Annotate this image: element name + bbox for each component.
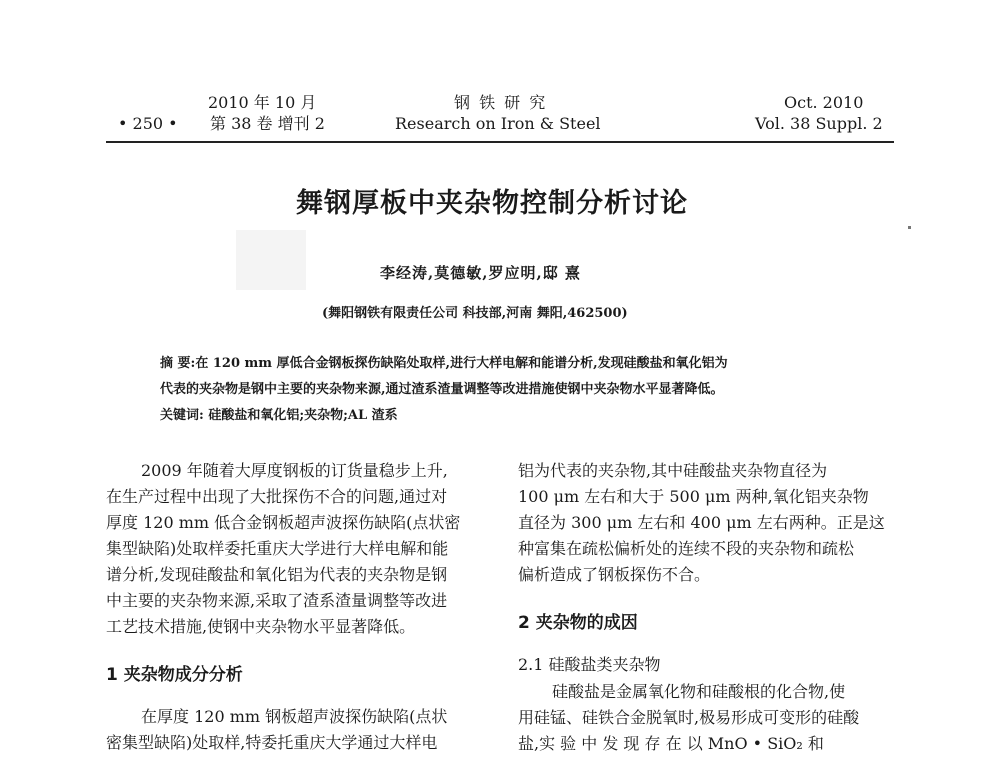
scan-speck [908, 226, 911, 229]
paper-title: 舞钢厚板中夹杂物控制分析讨论 [296, 188, 688, 219]
body-line: 密集型缺陷)处取样,特委托重庆大学通过大样电 [106, 733, 438, 752]
body-line: 在厚度 120 mm 钢板超声波探伤缺陷(点状 [141, 707, 448, 726]
body-line: 厚度 120 mm 低合金钢板超声波探伤缺陷(点状密 [106, 513, 461, 532]
body-line: 谱分析,发现硅酸盐和氧化铝为代表的夹杂物是钢 [106, 565, 448, 584]
section-heading-1: 1 夹杂物成分分析 [106, 665, 243, 685]
body-line: 直径为 300 μm 左右和 400 μm 左右两种。正是这 [518, 513, 885, 532]
issue-date-en: Oct. 2010 [784, 93, 864, 112]
body-line: 集型缺陷)处取样委托重庆大学进行大样电解和能 [106, 539, 449, 558]
body-line: 硅酸盐是金属氧化物和硅酸根的化合物,使 [552, 682, 846, 701]
keywords: 关键词: 硅酸盐和氧化铝;夹杂物;AL 渣系 [160, 408, 398, 423]
body-line: 偏析造成了钢板探伤不合。 [518, 565, 711, 584]
header-rule [106, 141, 894, 143]
body-line: 种富集在疏松偏析处的连续不段的夹杂物和疏松 [518, 539, 855, 558]
body-line: 2009 年随着大厚度钢板的订货量稳步上升, [141, 461, 448, 480]
author-list: 李经涛,莫德敏,罗应明,邸 熹 [380, 264, 581, 282]
body-line: 中主要的夹杂物来源,采取了渣系渣量调整等改进 [106, 591, 448, 610]
body-line: 铝为代表的夹杂物,其中硅酸盐夹杂物直径为 [518, 461, 828, 480]
section-heading-2: 2 夹杂物的成因 [518, 613, 638, 633]
scan-smudge [236, 230, 306, 290]
issue-date-cn: 2010 年 10 月 [208, 93, 317, 112]
volume-cn: 第 38 卷 增刊 2 [210, 114, 325, 133]
body-line: 工艺技术措施,使钢中夹杂物水平显著降低。 [106, 617, 416, 636]
volume-en: Vol. 38 Suppl. 2 [755, 114, 883, 133]
body-line: 在生产过程中出现了大批探伤不合的问题,通过对 [106, 487, 448, 506]
body-line: 100 μm 左右和大于 500 μm 两种,氧化铝夹杂物 [518, 487, 869, 506]
body-line: 用硅锰、硅铁合金脱氧时,极易形成可变形的硅酸 [518, 708, 860, 727]
abstract-line-1: 摘 要:在 120 mm 厚低合金钢板探伤缺陷处取样,进行大样电解和能谱分析,发现硅酸盐和氧化铝为 [160, 356, 728, 371]
page-number: • 250 • [118, 114, 178, 133]
body-line: 盐,实 验 中 发 现 存 在 以 MnO • SiO₂ 和 [518, 734, 824, 753]
abstract-line-2: 代表的夹杂物是钢中主要的夹杂物来源,通过渣系渣量调整等改进措施使钢中夹杂物水平显著降低。 [160, 382, 724, 397]
journal-title-en: Research on Iron & Steel [395, 114, 601, 133]
journal-title-cn: 钢 铁 研 究 [454, 93, 548, 112]
subsection-heading-2-1: 2.1 硅酸盐类夹杂物 [518, 655, 661, 674]
affiliation: (舞阳钢铁有限责任公司 科技部,河南 舞阳,462500) [322, 306, 628, 321]
